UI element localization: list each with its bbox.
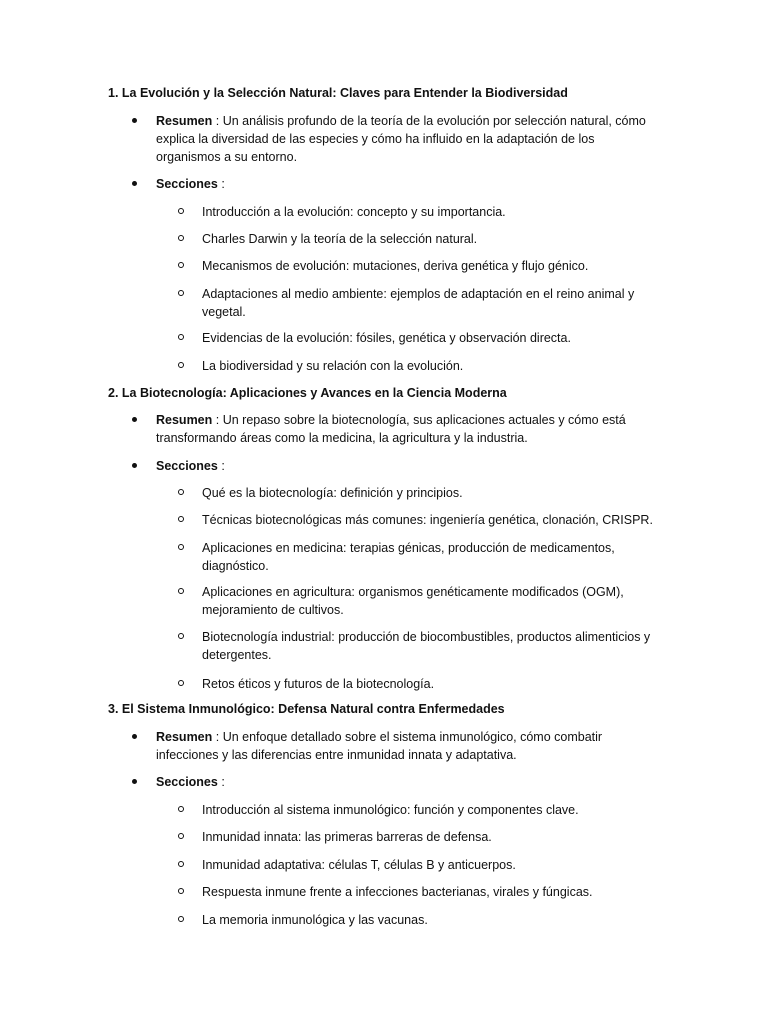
bullet-icon (132, 779, 137, 784)
circle-bullet-icon (178, 489, 184, 495)
circle-bullet-icon (178, 833, 184, 839)
circle-bullet-icon (178, 334, 184, 340)
circle-bullet-icon (178, 888, 184, 894)
circle-bullet-icon (178, 861, 184, 867)
bullet-icon (132, 734, 137, 739)
circle-bullet-icon (178, 208, 184, 214)
section-2-title: 2. La Biotecnología: Aplicaciones y Avances en la Ciencia Moderna (108, 386, 507, 400)
resumen-label: Resumen (156, 114, 213, 128)
circle-bullet-icon (178, 680, 184, 686)
bullet-icon (132, 463, 137, 468)
secciones-suffix: : (217, 177, 225, 191)
secciones-label: Secciones (156, 775, 218, 789)
circle-bullet-icon (178, 916, 184, 922)
circle-bullet-icon (178, 588, 184, 594)
secciones-suffix: : (217, 459, 225, 473)
secciones-label: Secciones (156, 459, 218, 473)
section-1-title: 1. La Evolución y la Selección Natural: Claves para Entender la Biodiversidad (108, 86, 568, 100)
circle-bullet-icon (178, 806, 184, 812)
circle-bullet-icon (178, 362, 184, 368)
resumen-label: Resumen (156, 730, 213, 744)
circle-bullet-icon (178, 262, 184, 268)
circle-bullet-icon (178, 516, 184, 522)
circle-bullet-icon (178, 290, 184, 296)
document-page: 1. La Evolución y la Selección Natural: Claves para Entender la Biodiversidad Resumen : Un análisis profundo de la teoría de la evolución por selección natural, cómo explica la diversidad de las especies y cómo ha influido en la adaptación de los organismos a su entorno. Secciones : Introducción a la evolución: concepto y su importancia. Charles Darwin y la teoría de la selección natural. Mecanismos de evolución: mutaciones, deriva genética y flujo génico. Adaptaciones al medio ambiente: ejemplos de adaptación en el reino animal y vegetal. Evidencias de la evolución: fósiles, genética y observación directa. La biodiversidad y su relación con la evolución. 2. La Biotecnología: Aplicaciones y Avances en la Ciencia Moderna Resumen : Un repaso sobre la biotecnología, sus aplicaciones actuales y cómo está transformando áreas como la medicina, la agricultura y la industria. Secciones : Qué es la biotecnología: definición y principios. Técnicas biotecnológicas más comunes: ingeniería genética, clonación, CRISPR. Aplicaciones en medicina: terapias génicas, producción de medicamentos, diagnóstico. Aplicaciones en agricultura: organismos genéticamente modificados (OGM), mejoramiento de cultivos. Biotecnología industrial: producción de biocombustibles, productos alimenticios y detergentes. Retos éticos y futuros de la biotecnología. 3. El Sistema Inmunológico: Defensa Natural contra Enfermedades Resumen : Un enfoque detallado sobre el sistema inmunológico, cómo combatir infecciones y las diferencias entre inmunidad innata y adaptativa. Secciones : Introducción al sistema inmunológico: función y componentes clave. Inmunidad innata: las primeras barreras de defensa. Inmunidad adaptativa: células T, células B y anticuerpos. Respuesta inmune frente a infecciones bacterianas, virales y fúngicas. La memoria inmunológica y las vacunas. (108, 86, 653, 927)
bullet-icon (132, 118, 137, 123)
circle-bullet-icon (178, 633, 184, 639)
bullet-icon (132, 417, 137, 422)
resumen-text: : Un repaso sobre la biotecnología, sus aplicaciones actuales y cómo está transformando áreas como la medicina, la agricultura y la industria. (156, 413, 626, 445)
resumen-text: : Un enfoque detallado sobre el sistema inmunológico, cómo combatir infecciones y las diferencias entre inmunidad innata y adaptativa. (156, 730, 603, 762)
section-3-title: 3. El Sistema Inmunológico: Defensa Natural contra Enfermedades (108, 702, 505, 716)
circle-bullet-icon (178, 544, 184, 550)
circle-bullet-icon (178, 235, 184, 241)
resumen-label: Resumen (156, 413, 213, 427)
resumen-text: : Un análisis profundo de la teoría de la evolución por selección natural, cómo explica la diversidad de las especies y cómo ha influido en la adaptación de los organismos a su entorno. (156, 114, 646, 164)
bullet-icon (132, 181, 137, 186)
secciones-label: Secciones (156, 177, 218, 191)
secciones-suffix: : (217, 775, 225, 789)
